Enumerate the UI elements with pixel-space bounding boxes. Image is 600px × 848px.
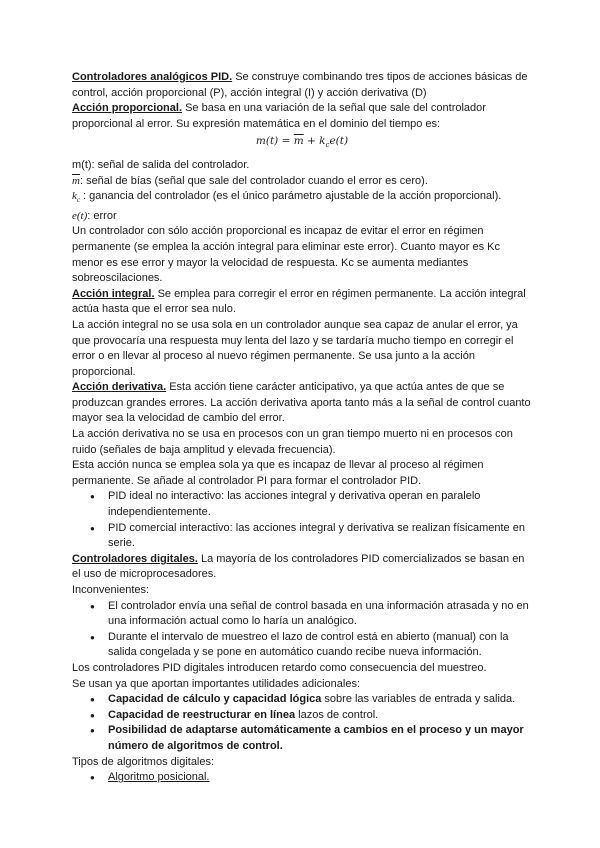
digital-paragraph [72,552,532,583]
derivative-note-2: Esta acción nunca se emplea sola ya que es incapaz de llevar al proceso al régimen permanente. Se añade al controlador PI para formar el controlador PID. [72,459,484,487]
list-item: ● PID comercial interactivo: las acciones integral y derivativa se realizan físicamente en serie. [72,521,532,552]
proportional-text: Se basa en una variación de la señal que sale del controlador proporcional al error. Su expresión matemática en el dominio del tiempo es: [72,102,486,130]
def-symbol: $\overline{m}$ [72,174,80,187]
types-label: Tipos de algoritmos digitales: [72,755,215,768]
list-item [72,692,532,708]
proportional-paragraph [72,101,532,132]
list-item [72,723,532,754]
integral-heading: Acción integral. [72,287,155,300]
use-bold: Posibilidad de adaptarse automáticamente a cambios en el proceso y un mayor número de algoritmos de control. [108,724,524,752]
use-bold: Capacidad de reestructurar en línea [108,708,296,721]
list-item [72,708,532,724]
pid-types-list [72,489,532,551]
uses-list [72,692,532,754]
analog-text: Se construye combinando tres tipos de acciones básicas de control, acción proporcional (P), acción integral (I) y acción derivativa (D) [72,71,528,99]
formula-lhs: m(t) = [255,135,294,148]
def-symbol: k [72,190,77,203]
list-item: ● Algoritmo posicional. [72,770,532,786]
uses-label: Se usan ya que aportan importantes utilidades adicionales: [72,677,361,690]
digital-text: La mayoría de los controladores PID comercializados se basan en el uso de microprocesadores. [72,552,525,581]
cons-label: Inconvenientes: [72,584,150,596]
def-symbol: e(t) [72,209,88,222]
use-rest: sobre las variables de entrada y salida. [321,693,516,706]
analog-paragraph [72,70,532,101]
def-symbol-subscript: c [76,196,80,205]
def-text: : señal de salida del controlador. [91,158,250,171]
proportional-note: Un controlador con sólo acción proporcional es incapaz de evitar el error en régimen permanente (se emplea la acción integral para eliminar este error). Cuanto mayor es Kc menor es ese error y mayor la velocidad de respuesta. Kc se aumenta mediantes sobreoscilaciones. [72,225,500,285]
integral-note: La acción integral no se usa sola en un controlador aunque sea capaz de anular el error, ya que provocaría una respuesta muy lenta del lazo y se tardaría mucho tiempo en corregir el error o en llevar al proceso al nuevo régimen permanente. Se usa junto a la acción proporcional. [72,318,518,378]
analog-heading: Controladores analógicos PID. [72,71,233,83]
derivative-note-1: La acción derivativa no se usa en procesos con un gran tiempo muerto ni en procesos con ruido (señales de baja amplitud y elevada frecuencia). [72,428,513,456]
formula-bias: $\overline{m}$ [293,135,304,148]
algorithm-types-list [72,770,532,786]
def-symbol: m(t) [72,158,92,171]
derivative-heading: Acción derivativa. [72,381,167,394]
def-gain [72,189,532,209]
cons-list [72,599,532,661]
proportional-formula [72,134,532,154]
formula-subscript: c [325,141,330,150]
formula-plus-k: + k [303,135,326,148]
digital-heading: Controladores digitales. [72,552,198,565]
delay-note: Los controladores PID digitales introducen retardo como consecuencia del muestreo. [72,661,487,674]
def-text: : señal de bías (señal que sale del controlador cuando el error es cero). [79,174,428,187]
derivative-paragraph [72,380,532,427]
derivative-text: Esta acción tiene carácter anticipativo, ya que actúa antes de que se produzcan grandes errores. La acción derivativa aporta tanto más a la señal de control cuanto mayor sea la velocidad de cambio del error. [72,381,531,425]
use-bold: Capacidad de cálculo y capacidad lógica [108,693,322,706]
list-item: ● PID ideal no interactivo: las acciones integral y derivativa operan en paralelo independientemente. [72,489,532,520]
use-rest: lazos de control. [295,708,379,721]
proportional-heading: Acción proporcional. [72,102,183,115]
list-item: ● El controlador envía una señal de control basada en una información atrasada y no en una información actual como lo haría un analógico. [72,599,532,630]
list-item: ● Durante el intervalo de muestreo el lazo de control está en abierto (manual) con la salida congelada y se pone en automático cuando recibe nueva información. [72,630,532,661]
def-error [72,209,532,225]
formula-error: e(t) [329,135,349,148]
def-output [72,158,532,174]
def-text: : error [87,209,117,222]
def-bias [72,174,532,190]
def-text: : ganancia del controlador (es el único parámetro ajustable de la acción proporcional). [80,190,502,203]
integral-paragraph [72,287,532,318]
integral-text: Se emplea para corregir el error en régimen permanente. La acción integral actúa hasta que el error sea nulo. [72,287,526,316]
document-body [72,70,532,786]
